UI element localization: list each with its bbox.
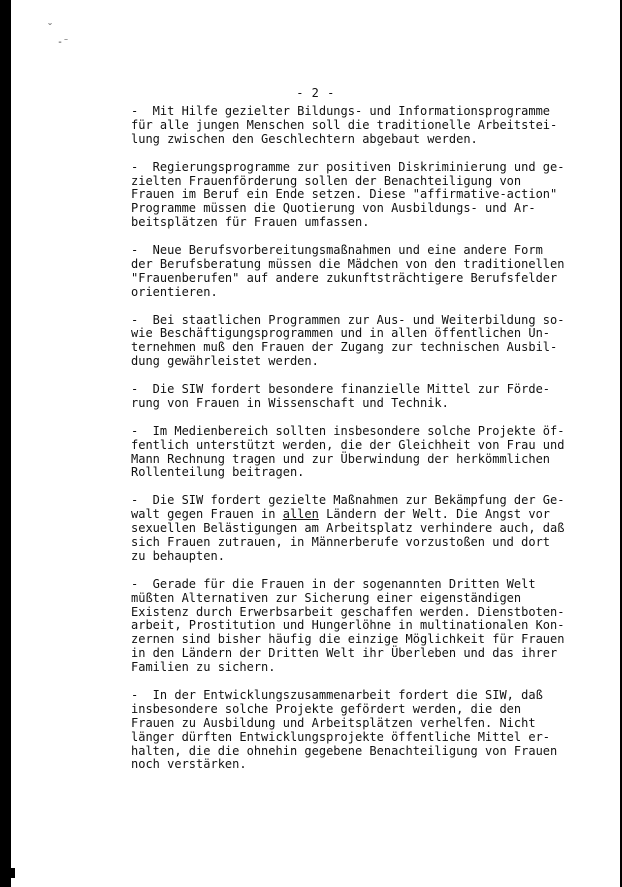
page-number: - 2 -	[296, 86, 335, 100]
paragraph-2: - Regierungsprogramme zur positiven Diskriminierung und ge- zielten Frauenförderung sollen der Benachteiligung von Frauen im Beruf ein Ende setzen. Diese "affirmative-action" Programme müssen die Quotierung von Ausbildungs- und Ar- beitsplätzen für Frauen umfassen.	[131, 159, 565, 230]
scan-mark: ˘	[47, 23, 54, 34]
scan-mark: -⁻	[57, 37, 70, 48]
paragraph-7: - Die SIW fordert gezielte Maßnahmen zur Bekämpfung der Ge- walt gegen Frauen in allen Ländern der Welt. Die Angst vor sexuellen Belästigungen am Arbeitsplatz verhindere auch, daß sich Frauen zutrauen, in Männerberufe vorzustoßen und dort zu behaupten.	[131, 493, 565, 563]
paragraph-4: - Bei staatlichen Programmen zur Aus- und Weiterbildung so- wie Beschäftigungsprogrammen und in allen öffentlichen Un- ternehmen muß den Frauen der Zugang zur technischen Ausbil- dung gewährleistet werden.	[131, 312, 565, 369]
paragraph-9: - In der Entwicklungszusammenarbeit fordert die SIW, daß insbesondere solche Projekte gefördert werden, die den Frauen zu Ausbildung und Arbeitsplätzen verhelfen. Nicht länger dürften Entwicklungsprojekte öffentliche Mittel er- halten, die die ohnehin gegebene Benachteiligung von Frauen noch verstärken.	[131, 687, 558, 772]
paragraph-1: - Mit Hilfe gezielter Bildungs- und Informationsprogramme für alle jungen Menschen soll die traditionelle Arbeitstei- lung zwischen den Geschlechtern abgebaut werden.	[131, 104, 558, 146]
paragraph-5: - Die SIW fordert besondere finanzielle Mittel zur Förde- rung von Frauen in Wissenschaft und Technik.	[131, 382, 551, 410]
paragraph-3: - Neue Berufsvorbereitungsmaßnahmen und eine andere Form der Berufsberatung müssen die Mädchen von den traditionellen "Frauenberufen" auf andere zukunftsträchtigere Berufsfelder orientieren.	[131, 243, 565, 299]
body-text	[131, 105, 573, 786]
scan-edge-mark	[11, 868, 15, 878]
underlined-word: allen	[282, 507, 319, 522]
paragraph-6: - Im Medienbereich sollten insbesondere solche Projekte öf- fentlich unterstützt werden, die der Gleichheit von Frau und Mann Rechnung tragen und zur Überwindung der herkömmlichen Rollenteilung beitragen.	[131, 423, 565, 480]
document-page	[11, 0, 620, 887]
paragraph-8: - Gerade für die Frauen in der sogenannten Dritten Welt müßten Alternativen zur Sicherung einer eigenständigen Existenz durch Erwerbsarbeit geschaffen werden. Dienstboten- arbeit, Prostitution und Hungerlöhne in multinationalen Kon- zernen sind bisher häufig die einzige Möglichkeit für Frauen in den Ländern der Dritten Welt ihr Überleben und das ihrer Familien zu sichern.	[131, 576, 565, 675]
